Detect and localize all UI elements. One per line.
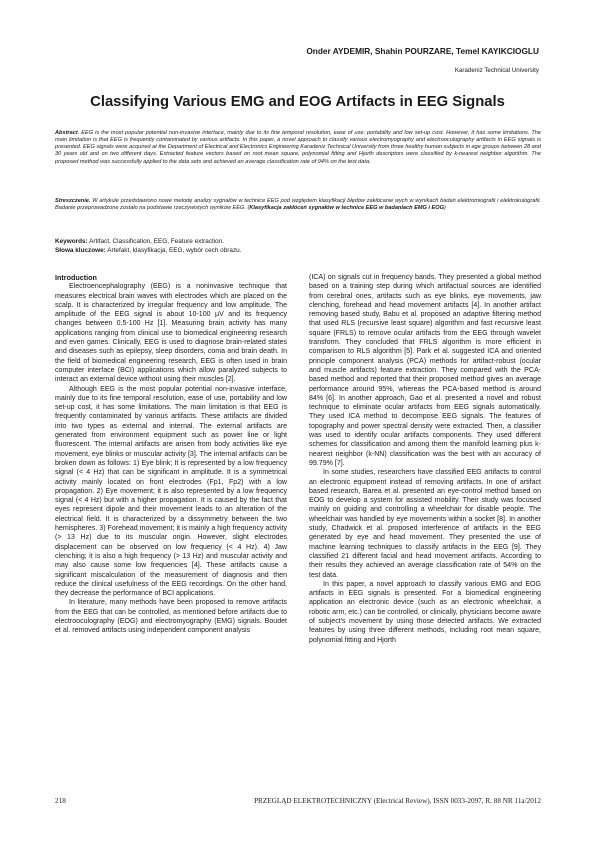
body-paragraph: Electroencephalography (EEG) is a noninvasive technique that measures electrical brain waves with electrodes which are placed on the scalp. It is characterized by irregular frequency and low amplitude. The amplitude of the EEG signal is about 10-100 μV and its frequency changes between 0.5-100 Hz [1]. Measuring brain activity has many applications ranging from clinical use to biomedical engineering research and even games. Clinically, EEG is used to diagnose brain-related states and diseases such as epilepsy, sleep disorders, coma and brain death. In the field of biomedical engineering research, EEG is often used in brain computer interface (BCI) applications which allow paralyzed subjects to interact an external device without using their muscles [2].	[55, 283, 287, 384]
streszczenie-text: W artykule przedstawiono nowe metodę analizy sygnałów w technice EEG pod względem klasyfikacji błędów zakłócanie wych w wynikach badań elektromiografii i elektrokulografii. Badanie przeprowadzone zostało na podstawie rzeczywistych wyników EEG. (	[55, 198, 541, 212]
keywords-label: Keywords:	[55, 238, 88, 245]
body-column-right	[309, 273, 541, 795]
affiliation: Karadeniz Technical University	[454, 67, 539, 74]
streszczenie-end: )	[443, 205, 446, 212]
journal-reference: PRZEGLĄD ELEKTROTECHNICZNY (Electrical Review), ISSN 0033-2097, R. 88 NR 11a/2012	[254, 797, 541, 805]
keywords-block	[55, 238, 541, 255]
body-paragraph: In some studies, researchers have classified EEG artifacts to control an electronic equipment instead of removing artifacts. In one of artifact based research, Barea et al. presented an eye-control method based on EOG to develop a system for assisted mobility. Their study was focused mainly on guiding and controlling a wheelchair for disable people. The wheelchair was handled by eye movements within a socket [8]. In another study, Chadwick et al. proposed interference of artifacts in the EEG generated by eye and head movement. They presented the use of machine learning techniques to classify artifacts in the EEG [9]. They classified 21 different facial and head movement artifacts. According to their results they achieved an average classification rate of 54% on the test data.	[309, 469, 541, 579]
paper-title: Classifying Various EMG and EOG Artifacts in EEG Signals	[90, 94, 505, 110]
abstract	[55, 130, 541, 166]
abstract-label: Abstract	[55, 130, 78, 136]
body-paragraph: (ICA) on signals cut in frequency bands. They presented a global method based on a training step during which artifactual sources are identified from cerebral ones, artifacts such as eye blinks, eye movements, jaw clenching, forehead and head movement artifacts [4]. In another artifact removing based study, Babu et al. proposed an adaptive filtering method that used RLS (recursive least square) algorithm and fast recursive least square (FRLS) to remove ocular artifacts from the EEG through wavelet transform. They concluded that FRLS algorithm is more efficient in comparison to RLS algorithm [5]. Park et al. suggested ICA and oriented principle component analysis (PCA) methods for artifact-robust (ocular and muscle artifacts) feature extraction. They compared with the PCA-based method and reported that their proposed method gives an average performance around 95%, whereas the PCA-based method is around 84% [6]. In another approach, Gao et al. presented a novel and robust technique to eliminate ocular artifacts from EEG signals automatically. They used ICA method to decompose EEG signals. The features of topography and power spectral density were extracted. Then, a classifier was used to identify ocular artifacts components. They used different schemes for classification and among them the manifold learning plus k-nearest neighbor (k-NN) classification was the best with an accuracy of 99.79% [7].	[309, 274, 541, 467]
streszczenie-label: Streszczenie.	[55, 198, 91, 204]
keywords-text: Artifact, Classification, EEG, Feature extraction.	[87, 238, 225, 245]
keywords-en	[55, 238, 541, 247]
keywords-pl	[55, 247, 541, 256]
abstract-text: . EEG is the most popular potential non-invasive interface, mainly due to its fine temporal resolution, ease of use, portability and low set-up cost. However, it has some limitations. The main limitation is that EEG is frequently contaminated by various artifacts. In this paper, a novel approach to classify various electromyography and electrooculography artifacts in EEG signals is presented. EEG signals were acquired at the Department of Electrical and Electronics Engineering Karadeniz Technical University from three healthy human subjects in age groups between 28 and 30 years old and on two different days. Extracted feature vectors based on root mean square, polynomial fitting and Hjorth descriptors were classified by k-nearest neighbor algorithm. The proposed method was successfully applied to the data sets and achieved an average classification rate of 94% on the test data.	[55, 130, 541, 165]
author-list: Onder AYDEMIR, Shahin POURZARE, Temel KAYIKCIOGLU	[306, 46, 539, 56]
body-paragraph: Although EEG is the most popular potential non-invasive interface, mainly due to its fine temporal resolution, ease of use, portability and low set-up cost, it has some limitations. The main limitation is that EEG is frequently contaminated by various artifacts. These artifacts are divided into two types as external and internal. The external artifacts are generated from environment equipment such as power line or light fluorescent. The internal artifacts are arisen from body activities like eye movement, eye blinks or muscular activity [3]. The internal artifacts can be broken down as follows: 1) Eye blink; It is represented by a low frequency signal (< 4 Hz) that can be significant in amplitude. It is a symmetrical activity mainly located on front electrodes (Fp1, Fp2) with a low propagation. 2) Eye movement; it is also represented by a low frequency signal (< 4 Hz) but with a higher propagation. It is caused by the fact that eyes represent dipole and their movement leads to an alteration of the electrical field. It is characterized by a dissymmetry between the two hemispheres. 3) Forehead movement; it is mainly a high frequency activity (> 13 Hz) due to its muscular origin. However, slight electrodes displacement can be observed on low frequency (< 4 Hz). 4) Jaw clenching; it is also a high frequency (> 13 Hz) and muscular activity and may also cause some low frequencies [4]. These artifacts cause a significant miscalculation of the measurement of diagnosis and then reduce the clinical usefulness of the EEG recordings. On the other hand, they decrease the performance of BCI applications.	[55, 385, 287, 598]
streszczenie	[55, 198, 541, 212]
polish-title: Klasyfikacja zakłóceń sygnałów w technice EEG w badaniach EMG i EOG	[249, 205, 444, 212]
body-paragraph: In literature, many methods have been proposed to remove artifacts from the EEG that can be controlled, as mentioned before artifacts due to electrooculography (EOG) and electromyography (EMG) signals. Boudet et al. removed artifacts using independent component analysis	[55, 599, 287, 635]
section-heading-introduction: Introduction	[55, 273, 97, 282]
page-number: 218	[55, 797, 66, 805]
body-paragraph: In this paper, a novel approach to classify various EMG and EOG artifacts in EEG signals is presented. For a biomedical engineering application an electronic device (such as an electronic wheelchair, a robotic arm, etc.) can be controlled, or clinically, physicians become aware of subject's movement by using those detected artifacts. We extracted features by using three different methods, including root mean square, polynomial fitting and Hjorth	[309, 580, 541, 644]
keywords-pl-text: Artefakt, klasyfikacja, EEG, wybór cech obrazu.	[105, 246, 242, 254]
page-footer	[55, 797, 541, 807]
body-column-left	[55, 273, 287, 795]
keywords-pl-label: Słowa kluczowe:	[55, 246, 106, 254]
